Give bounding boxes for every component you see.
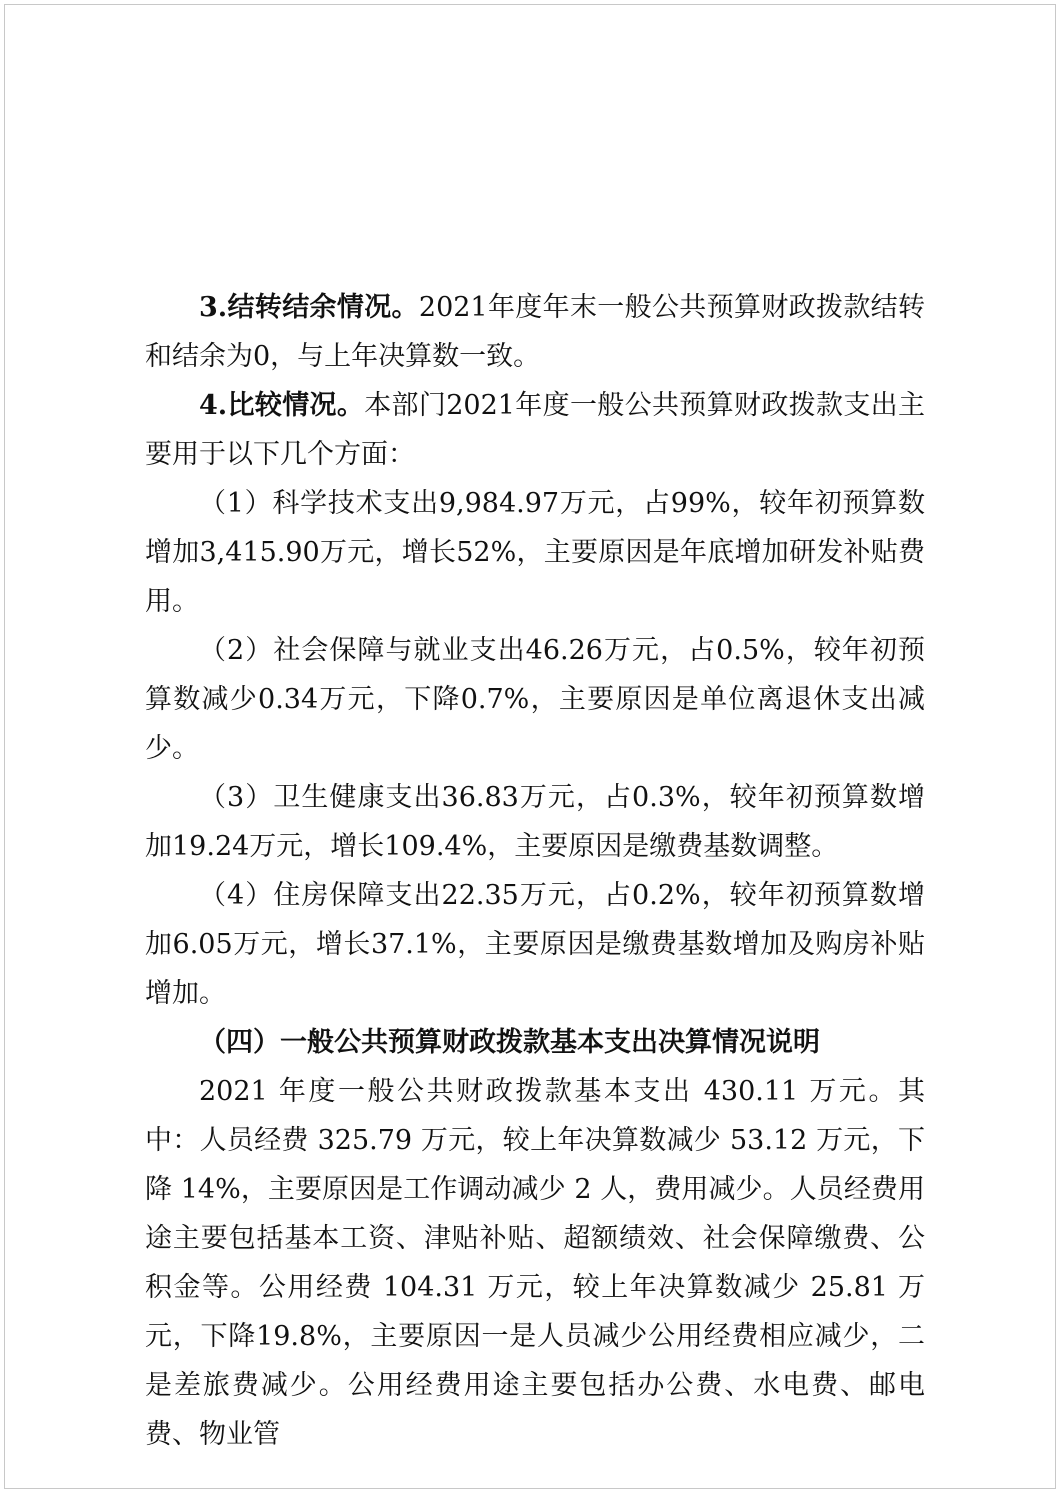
paragraph-comparison — [145, 381, 925, 479]
paragraph-text: 本部门2021年度一般公共预算财政拨款支出主要用于以下几个方面： — [145, 390, 926, 470]
document-page — [4, 4, 1056, 1489]
paragraph-carryover — [145, 283, 925, 381]
paragraph-item-4: （4）住房保障支出22.35万元，占0.2%，较年初预算数增加6.05万元，增长37.1%，主要原因是缴费基数增加及购房补贴增加。 — [145, 880, 925, 1009]
paragraph-basic-expenditure: 2021 年度一般公共财政拨款基本支出 430.11 万元。其中：人员经费 325.79 万元，较上年决算数减少 53.12 万元，下降 14%，主要原因是工作调动减少 2 人，费用减少。人员经费用途主要包括基本工资、津贴补贴、超额绩效、社会保障缴费、公积金等。公用经费 104.31 万元，较上年决算数减少 25.81 万元，下降19.8%，主要原因一是人员减少公用经费相应减少，二是差旅费减少。公用经费用途主要包括办公费、水电费、邮电费、物业管 — [145, 1076, 925, 1450]
document-body — [145, 283, 925, 1459]
paragraph-item-1: （1）科学技术支出9,984.97万元，占99%，较年初预算数增加3,415.90万元，增长52%，主要原因是年底增加研发补贴费用。 — [145, 488, 925, 617]
paragraph-lead: 4.比较情况。 — [199, 390, 365, 421]
paragraph-text: 2021年度年末一般公共预算财政拨款结转和结余为0，与上年决算数一致。 — [145, 292, 925, 372]
paragraph-item-2: （2）社会保障与就业支出46.26万元，占0.5%，较年初预算数减少0.34万元，下降0.7%，主要原因是单位离退休支出减少。 — [145, 635, 925, 764]
paragraph-item-3: （3）卫生健康支出36.83万元，占0.3%，较年初预算数增加19.24万元，增长109.4%，主要原因是缴费基数调整。 — [145, 782, 925, 862]
paragraph-lead: 3.结转结余情况。 — [199, 292, 419, 323]
section-heading: （四）一般公共预算财政拨款基本支出决算情况说明 — [199, 1027, 820, 1058]
